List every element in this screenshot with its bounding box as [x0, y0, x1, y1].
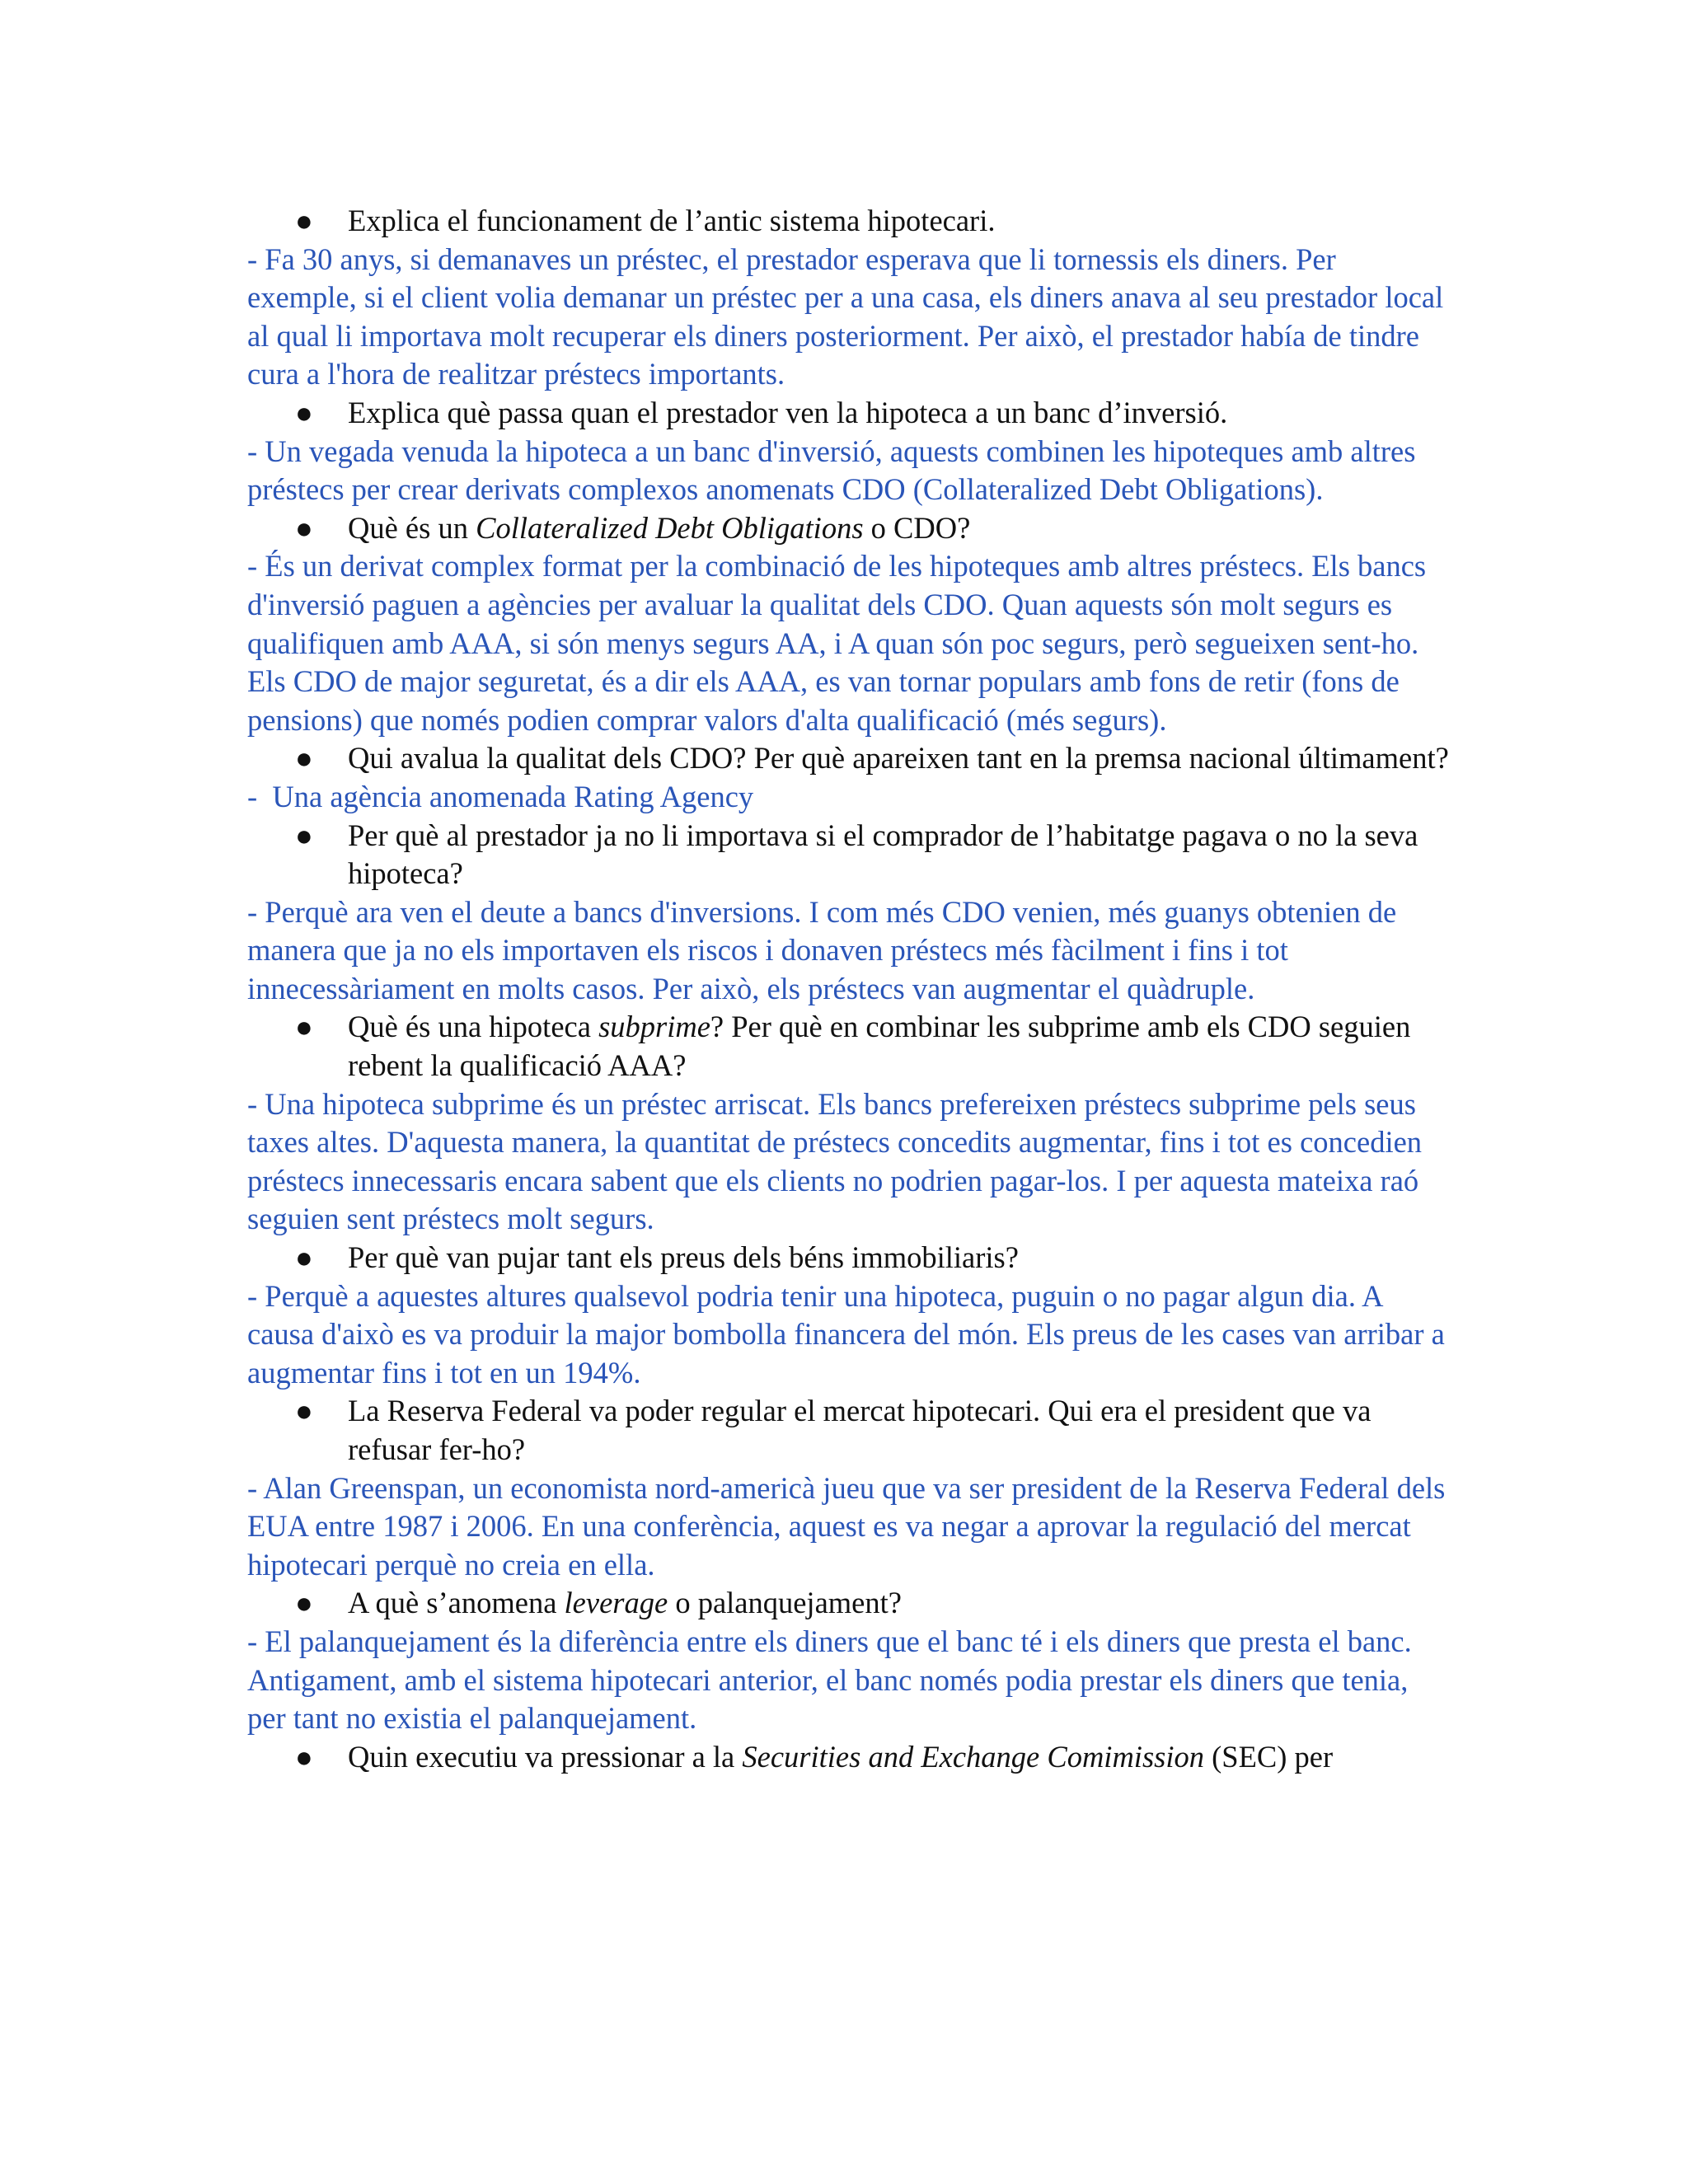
bullet-icon: ●	[295, 1241, 313, 1275]
italic-term: subprime	[598, 1010, 710, 1044]
answer-text: - Fa 30 anys, si demanaves un préstec, el prestador esperava que li tornessis els diners. Per exemple, si el client volia demanar un préstec per a una casa, els diners anava al seu prestador local al qual li importava molt recuperar els diners posteriorment. Per això, el prestador había de tindre cura a l'hora de realitzar préstecs importants.	[247, 241, 1444, 391]
question-text: Explica què passa quan el prestador ven la hipoteca a un banc d’inversió.	[348, 395, 1228, 429]
question-text: Explica el funcionament de l’antic sistema hipotecari.	[348, 204, 996, 237]
question-1	[247, 202, 1451, 241]
answer-1	[247, 241, 1451, 394]
question-3	[247, 509, 1451, 548]
question-10	[247, 1738, 1451, 1777]
question-text: Què és una hipoteca subprime? Per què en combinar les subprime amb els CDO seguien rebent la qualificació AAA?	[348, 1010, 1411, 1083]
answer-text: - Perquè a aquestes altures qualsevol podria tenir una hipoteca, puguin o no pagar algun dia. A causa d'això es va produir la major bombolla financera del món. Els preus de les cases van arribar a augmentar fins i tot en un 194%.	[247, 1278, 1445, 1390]
italic-term: Collateralized Debt Obligations	[476, 510, 864, 545]
bullet-icon: ●	[295, 396, 313, 429]
italic-term: leverage	[564, 1586, 668, 1620]
answer-text: - Una hipoteca subprime és un préstec arriscat. Els bancs prefereixen préstecs subprime pels seus taxes altes. D'aquesta manera, la quantitat de préstecs concedits augmentar, fins i tot es concedien préstecs innecessaris encara sabent que els clients no podrien pagar-los. I per aquesta mateixa raó seguien sent préstecs molt segurs.	[247, 1086, 1423, 1236]
question-text: Per què van pujar tant els preus dels béns immobiliaris?	[348, 1240, 1019, 1275]
bullet-icon: ●	[295, 1586, 313, 1620]
bullet-icon: ●	[295, 1010, 313, 1044]
answer-7	[247, 1277, 1451, 1393]
answer-text: - El palanquejament és la diferència entre els diners que el banc té i els diners que presta el banc. Antigament, amb el sistema hipotecari anterior, el banc només podia prestar els diners que tenia, per tant no existia el palanquejament.	[247, 1624, 1412, 1736]
answer-2	[247, 433, 1451, 509]
answer-text: - Alan Greenspan, un economista nord-americà jueu que va ser president de la Reserva Federal dels EUA entre 1987 i 2006. En una conferència, aquest es va negar a aprovar la regulació del mercat hipotecari perquè no creia en ella.	[247, 1470, 1446, 1582]
bullet-icon: ●	[295, 1394, 313, 1428]
answer-text: - Una agència anomenada Rating Agency	[247, 779, 754, 813]
question-2	[247, 394, 1451, 433]
answer-text-continued: Els CDO de major seguretat, és a dir els AAA, es van tornar populars amb fons de retir (fons de pensions) que només podien comprar valors d'alta qualificació (més segurs).	[247, 664, 1400, 737]
answer-text: - Perquè ara ven el deute a bancs d'inversions. I com més CDO venien, més guanys obtenien de manera que ja no els importaven els riscos i donaven préstecs més fàcilment i fins i tot innecessàriament en molts casos. Per això, els préstecs van augmentar el quàdruple.	[247, 894, 1397, 1005]
question-text: Què és un Collateralized Debt Obligations o CDO?	[348, 510, 971, 545]
question-text: Qui avalua la qualitat dels CDO? Per què apareixen tant en la premsa nacional últimament?	[348, 741, 1449, 776]
question-5	[247, 817, 1451, 893]
question-4	[247, 739, 1451, 778]
bullet-icon: ●	[295, 1740, 313, 1774]
answer-3	[247, 547, 1451, 739]
question-text: La Reserva Federal va poder regular el mercat hipotecari. Qui era el president que va refusar fer-ho?	[348, 1394, 1372, 1466]
answer-9	[247, 1623, 1451, 1738]
answer-8	[247, 1469, 1451, 1585]
question-text: Per què al prestador ja no li importava si el comprador de l’habitatge pagava o no la seva hipoteca?	[348, 818, 1418, 891]
answer-text: - És un derivat complex format per la combinació de les hipoteques amb altres préstecs. Els bancs d'inversió paguen a agències per avaluar la qualitat dels CDO. Quan aquests són molt segurs es qualifiquen amb AAA, si són menys segurs AA, i A quan són poc segurs, però segueixen sent-ho.	[247, 549, 1427, 660]
answer-6	[247, 1085, 1451, 1239]
answer-text: - Un vegada venuda la hipoteca a un banc d'inversió, aquests combinen les hipoteques amb altres préstecs per crear derivats complexos anomenats CDO (Collateralized Debt Obligations).	[247, 434, 1416, 507]
question-7	[247, 1239, 1451, 1277]
answer-5	[247, 893, 1451, 1009]
question-9	[247, 1584, 1451, 1623]
question-text: Quin executiu va pressionar a la Securities and Exchange Comimission (SEC) per	[348, 1739, 1334, 1774]
bullet-icon: ●	[295, 818, 313, 852]
question-6	[247, 1008, 1451, 1085]
question-text: A què s’anomena leverage o palanquejament?	[348, 1586, 902, 1620]
question-8	[247, 1392, 1451, 1469]
bullet-icon: ●	[295, 511, 313, 545]
document-body	[247, 202, 1451, 1776]
italic-term: Securities and Exchange Comimission	[742, 1739, 1204, 1774]
answer-4	[247, 778, 1451, 817]
bullet-icon: ●	[295, 742, 313, 776]
bullet-icon: ●	[295, 204, 313, 237]
